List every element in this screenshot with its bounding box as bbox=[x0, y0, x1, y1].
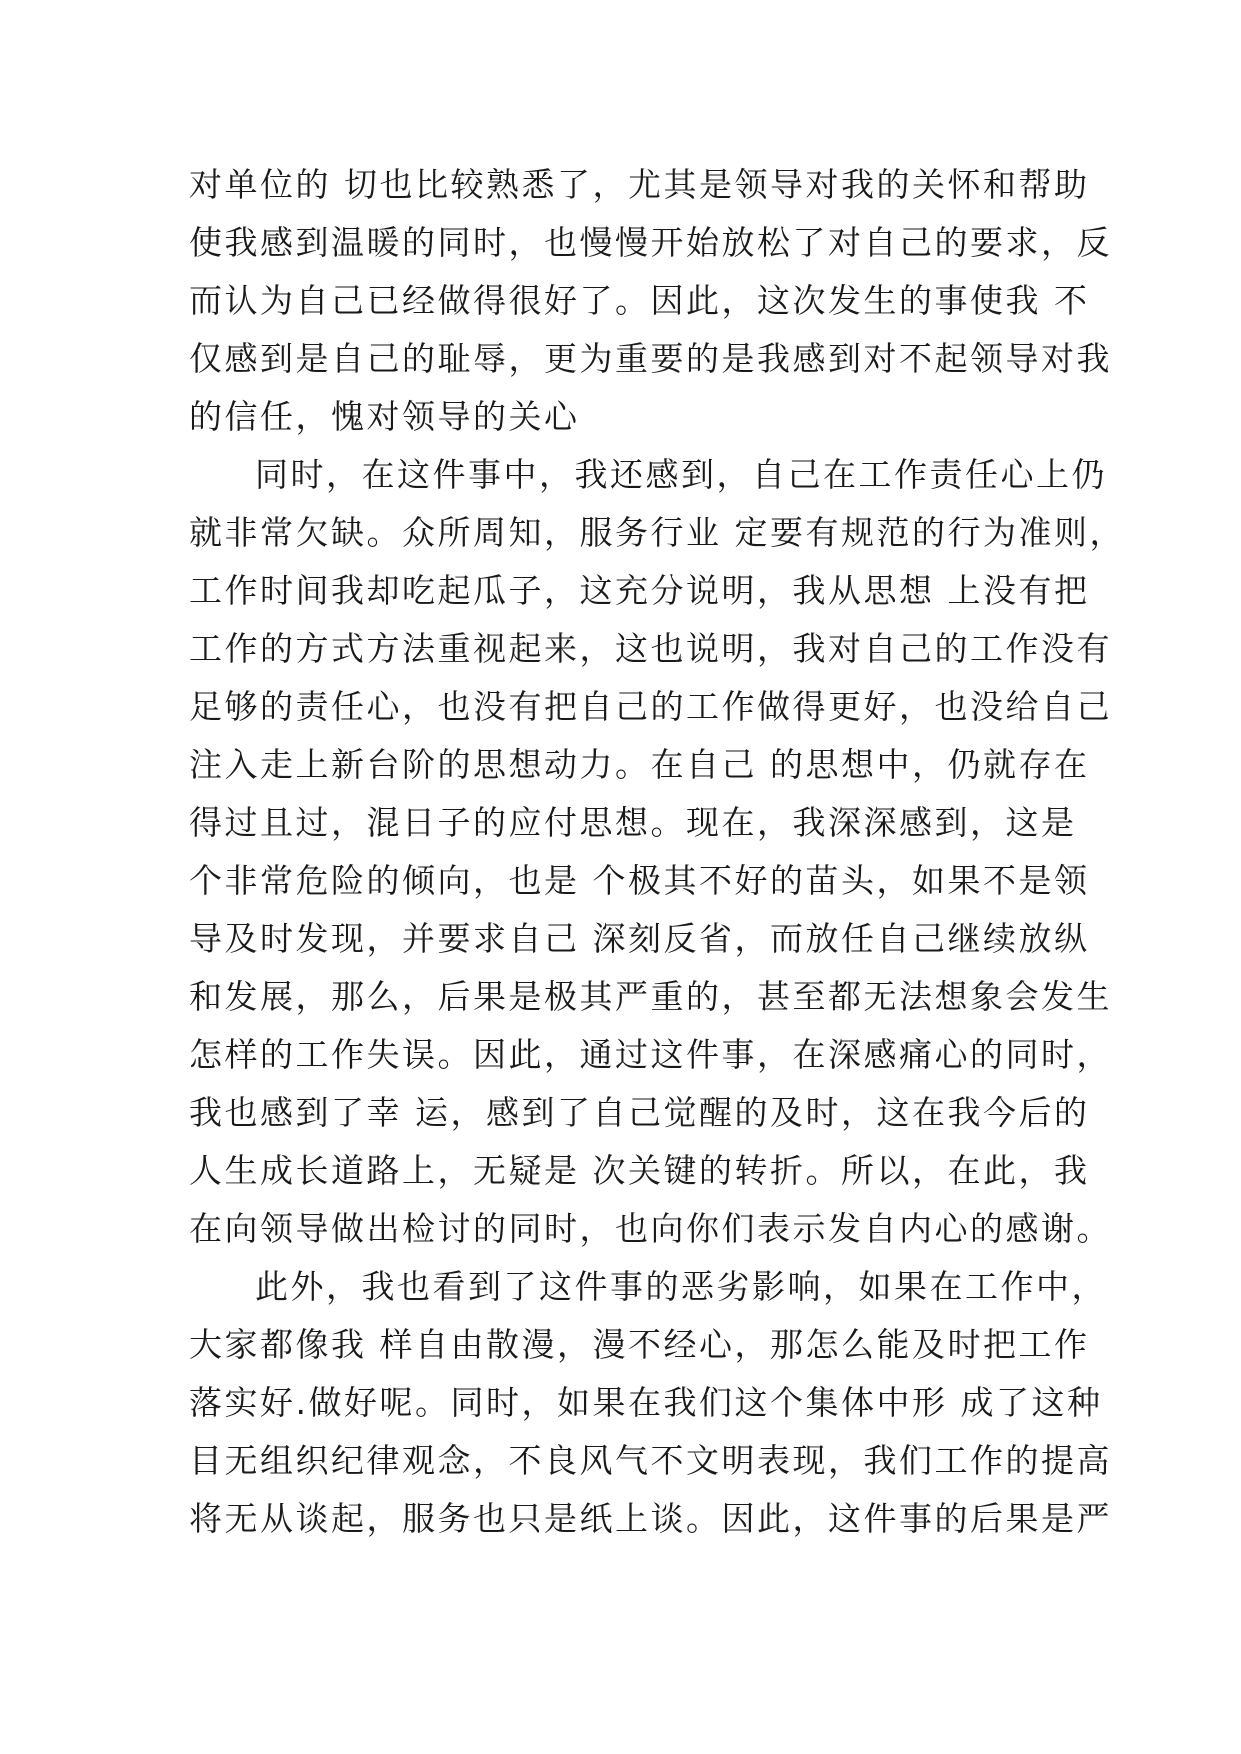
text-line: 我也感到了幸 运，感到了自己觉醒的及时，这在我今后的 bbox=[189, 1093, 1090, 1132]
paragraph-start-line: 此外，我也看到了这件事的恶劣影响，如果在工作中， bbox=[255, 1267, 1107, 1306]
text-line: 的信任，愧对领导的关心 bbox=[189, 397, 580, 436]
text-line: 个非常危险的倾向，也是 个极其不好的苗头，如果不是领 bbox=[189, 861, 1090, 900]
text-line: 得过且过，混日子的应付思想。现在，我深深感到，这是 bbox=[189, 803, 1077, 842]
text-line: 和发展，那么，后果是极其严重的，甚至都无法想象会发生 bbox=[189, 977, 1112, 1016]
text-line: 在向领导做出检讨的同时，也向你们表示发自内心的感谢。 bbox=[189, 1209, 1112, 1248]
text-line: 足够的责任心，也没有把自己的工作做得更好，也没给自己 bbox=[189, 687, 1112, 726]
text-line: 人生成长道路上，无疑是 次关键的转折。所以，在此，我 bbox=[189, 1151, 1090, 1190]
text-line: 落实好.做好呢。同时，如果在我们这个集体中形 成了这种 bbox=[189, 1383, 1103, 1422]
text-line: 对单位的 切也比较熟悉了，尤其是领导对我的关怀和帮助 bbox=[189, 165, 1090, 204]
paragraph-start-line: 同时，在这件事中，我还感到，自己在工作责任心上仍 bbox=[255, 455, 1107, 494]
text-line: 注入走上新台阶的思想动力。在自己 的思想中，仍就存在 bbox=[189, 745, 1090, 784]
body-text bbox=[189, 156, 1125, 1548]
text-line: 大家都像我 样自由散漫，漫不经心，那怎么能及时把工作 bbox=[189, 1325, 1090, 1364]
text-line: 使我感到温暖的同时，也慢慢开始放松了对自己的要求，反 bbox=[189, 223, 1112, 262]
text-line: 怎样的工作失误。因此，通过这件事，在深感痛心的同时， bbox=[189, 1035, 1112, 1074]
text-line: 目无组织纪律观念，不良风气不文明表现，我们工作的提高 bbox=[189, 1441, 1112, 1480]
text-line: 导及时发现，并要求自己 深刻反省，而放任自己继续放纵 bbox=[189, 919, 1090, 958]
text-line: 仅感到是自己的耻辱，更为重要的是我感到对不起领导对我 bbox=[189, 339, 1112, 378]
text-line: 将无从谈起，服务也只是纸上谈。因此，这件事的后果是严 bbox=[189, 1499, 1112, 1538]
text-line: 就非常欠缺。众所周知，服务行业 定要有规范的行为准则， bbox=[189, 513, 1125, 552]
text-line: 而认为自己已经做得很好了。因此，这次发生的事使我 不 bbox=[189, 281, 1090, 320]
text-line: 工作的方式方法重视起来，这也说明，我对自己的工作没有 bbox=[189, 629, 1112, 668]
text-line: 工作时间我却吃起瓜子，这充分说明，我从思想 上没有把 bbox=[189, 571, 1090, 610]
